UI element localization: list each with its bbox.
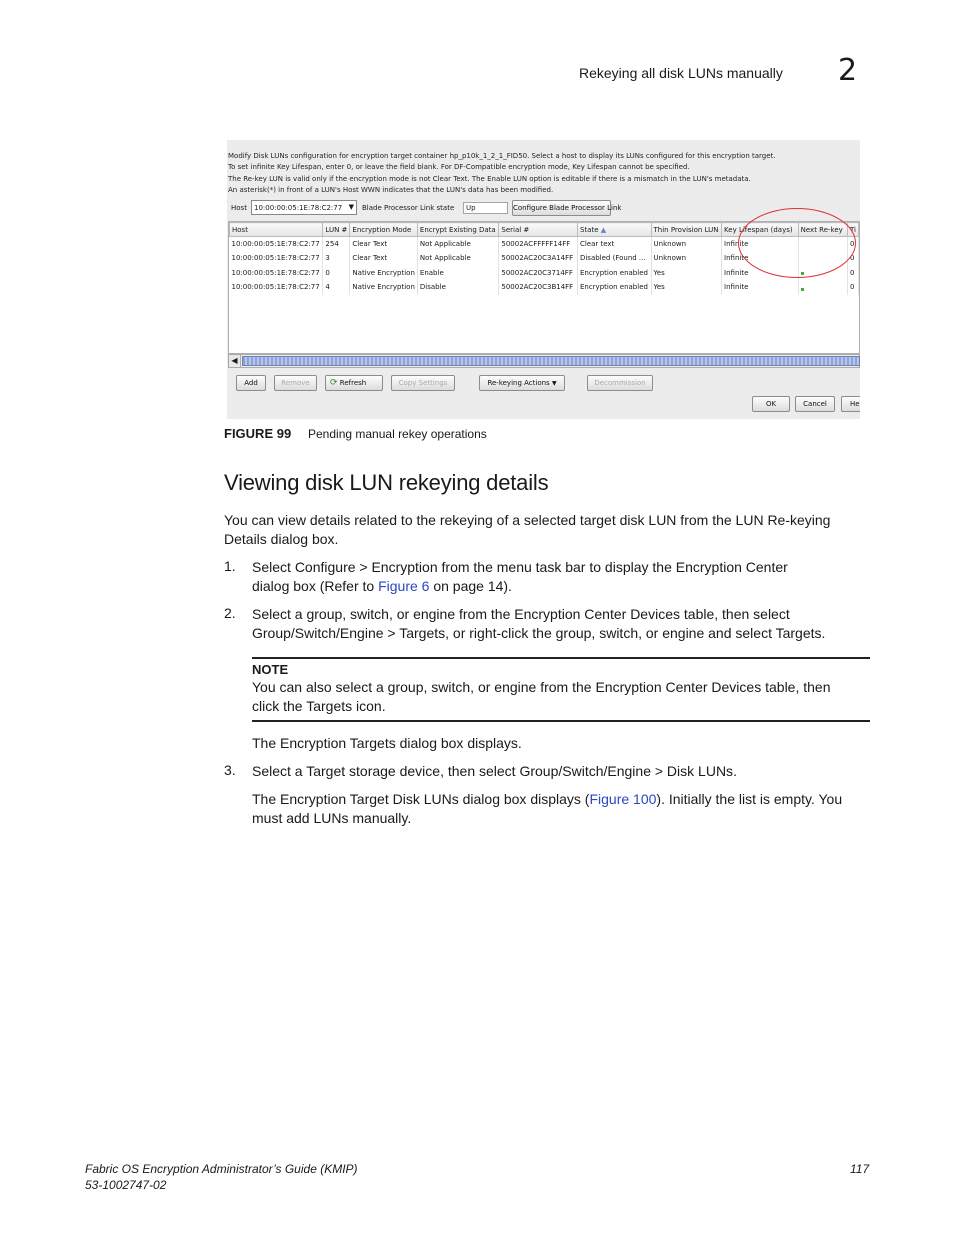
figure-100-link[interactable]: Figure 100 (589, 791, 657, 807)
intro-bold-term: Details (224, 530, 267, 547)
cell-ti: 0 (847, 280, 858, 295)
cell-thin-provision: Unknown (651, 251, 722, 266)
cell-encrypt-existing-data: Disable (417, 280, 498, 295)
cell-lun: 0 (323, 266, 350, 281)
para-text: ). Initially the list is empty. You (656, 791, 843, 807)
para-text: must add LUNs manually. (252, 809, 412, 826)
cell-encryption-mode: Clear Text (350, 251, 417, 266)
column-header-lun[interactable]: LUN # (323, 223, 350, 237)
step-number: 1. (224, 558, 236, 574)
disk-luns-paragraph (252, 790, 872, 827)
step-1 (252, 558, 872, 595)
configure-link-button[interactable]: Configure Blade Processor Link (512, 200, 611, 216)
cell-next-rekey (798, 280, 847, 295)
step-bold-term: select Group/Switch/Engine > Disk LUNs (479, 763, 734, 779)
note-box (252, 657, 870, 722)
intro-text: dialog box. (266, 530, 339, 547)
cell-ti: 0 (847, 237, 858, 252)
para-text: dialog box displays ( (458, 791, 590, 807)
dialog-instructions (228, 151, 776, 196)
cell-ti: 0 (847, 251, 858, 266)
step-text: table, then select (680, 606, 790, 622)
step-text: . (821, 624, 826, 641)
intro-bold-term: LUN Re-keying (735, 512, 831, 528)
host-select-value: 10:00:00:05:1E:78:C2:77 (254, 204, 343, 212)
page-number: 117 (850, 1162, 870, 1176)
cell-serial: 50002AC20C3714FF (499, 266, 578, 281)
step-text: from the menu task bar to display the (437, 559, 676, 575)
rekeying-actions-label: Re-keying Actions (487, 379, 550, 387)
column-header-encrypt-existing-data[interactable]: Encrypt Existing Data (417, 223, 498, 237)
cell-host: 10:00:00:05:1E:78:C2:77 (230, 266, 323, 281)
decommission-button[interactable]: Decommission (587, 375, 653, 391)
instruction-line: To set infinite Key Lifespan, enter 0, or leave the field blank. For DF-Compatible encryption mode, Key Lifespan cannot be specified. (228, 163, 690, 172)
sort-ascending-icon: ▲ (600, 225, 607, 234)
cell-state: Encryption enabled (577, 280, 651, 295)
cell-ti: 0 (847, 266, 858, 281)
cell-host: 10:00:00:05:1E:78:C2:77 (230, 237, 323, 252)
cell-encrypt-existing-data: Not Applicable (417, 237, 498, 252)
cell-host: 10:00:00:05:1E:78:C2:77 (230, 280, 323, 295)
intro-text: You can view details related to the rekeying of a selected target disk LUN from the (224, 512, 736, 528)
help-button[interactable]: He (841, 396, 860, 412)
step-bold-term: Group/Switch/Engine > Targets (252, 624, 446, 641)
column-header-encryption-mode[interactable]: Encryption Mode (350, 223, 417, 237)
step-2 (252, 605, 872, 642)
step-text: on page 14). (429, 577, 512, 594)
cell-thin-provision: Yes (651, 266, 722, 281)
step-bold-term: Encryption Center Devices (514, 606, 680, 622)
figure-caption: Pending manual rekey operations (308, 427, 487, 441)
instruction-line: An asterisk(*) in front of a LUN's Host WWN indicates that the LUN's data has been modified. (228, 185, 554, 194)
column-header-state[interactable] (577, 223, 651, 237)
step-text: Select a Target storage device, then (252, 763, 479, 779)
rekeying-actions-button[interactable] (479, 375, 565, 391)
host-select[interactable] (251, 200, 357, 215)
column-header-state-label: State (579, 225, 599, 234)
cell-lun: 3 (323, 251, 350, 266)
step-text: Select (252, 559, 295, 575)
ok-button[interactable]: OK (752, 396, 790, 412)
cell-thin-provision: Yes (651, 280, 722, 295)
cell-key-lifespan[interactable]: Infinite (722, 237, 799, 252)
add-button[interactable]: Add (236, 375, 266, 391)
para-text: The (252, 735, 281, 751)
cell-lun: 254 (323, 237, 350, 252)
scrollbar-thumb[interactable] (242, 356, 860, 366)
step-bold-term: Targets (775, 624, 822, 641)
remove-button[interactable]: Remove (274, 375, 317, 391)
refresh-button-label: Refresh (339, 379, 367, 387)
footer-title: Fabric OS Encryption Administrator’s Guide (KMIP) (85, 1162, 358, 1176)
section-title: Viewing disk LUN rekeying details (224, 470, 549, 495)
step-text: , or right-click the group, switch, or engine and select (445, 624, 776, 641)
column-header-thin-provision[interactable]: Thin Provision LUN (651, 223, 722, 237)
cell-encrypt-existing-data: Not Applicable (417, 251, 498, 266)
table-row[interactable] (230, 280, 859, 295)
cancel-button[interactable]: Cancel (795, 396, 835, 412)
note-text: You can also select a group, switch, or engine from the (252, 679, 596, 695)
cell-encryption-mode: Native Encryption (350, 266, 417, 281)
para-text: The (252, 791, 281, 807)
cell-host: 10:00:00:05:1E:78:C2:77 (230, 251, 323, 266)
targets-display-paragraph (252, 734, 872, 753)
cell-key-lifespan[interactable]: Infinite (722, 280, 799, 295)
column-header-next-rekey[interactable]: Next Re-key (798, 223, 847, 237)
cell-encryption-mode: Clear Text (350, 237, 417, 252)
column-header-host[interactable]: Host (230, 223, 323, 237)
cell-key-lifespan[interactable]: Infinite (722, 266, 799, 281)
horizontal-scrollbar[interactable] (228, 354, 860, 368)
cell-lun: 4 (323, 280, 350, 295)
chapter-number: 2 (838, 53, 858, 88)
cell-serial: 50002ACFFFFF14FF (499, 237, 578, 252)
para-bold-term: Encryption Target Disk LUNs (280, 791, 459, 807)
footer-doc-number: 53-1002747-02 (85, 1178, 167, 1192)
note-text: icon. (352, 697, 386, 714)
step-text: . (733, 763, 737, 779)
link-state-field: Up (463, 202, 508, 214)
cell-state: Clear text (577, 237, 651, 252)
cell-encryption-mode: Native Encryption (350, 280, 417, 295)
note-text: table, then (761, 679, 831, 695)
step-text: Select a group, switch, or engine from the (252, 606, 515, 622)
cell-serial: 50002AC20C3A14FF (499, 251, 578, 266)
para-text: dialog box displays. (395, 735, 522, 751)
highlight-annotation (738, 208, 856, 278)
instruction-line: Modify Disk LUNs configuration for encryption target container hp_p10k_1_2_1_FID50. Select a host to display its LUNs configured for this encryption target. (228, 152, 776, 160)
cell-key-lifespan[interactable]: Infinite (722, 251, 799, 266)
host-label: Host (231, 204, 247, 212)
note-title: NOTE (252, 662, 289, 677)
scroll-left-icon[interactable]: ◀ (229, 355, 241, 367)
step-text: dialog box (Refer to (252, 577, 379, 594)
cell-thin-provision: Unknown (651, 237, 722, 252)
running-header-title: Rekeying all disk LUNs manually (579, 65, 783, 81)
figure-6-link[interactable]: Figure 6 (378, 577, 430, 594)
copy-settings-button[interactable]: Copy Settings (391, 375, 455, 391)
step-bold-term: Encryption Center (675, 559, 788, 575)
figure-screenshot (227, 140, 860, 419)
instruction-line: The Re-key LUN is valid only if the encryption mode is not Clear Text. The Enable LUN option is editable if there is a mismatch in the LUN's metadata. (228, 174, 751, 183)
link-state-label: Blade Processor Link state (362, 204, 455, 212)
note-bold-term: Encryption Center Devices (595, 679, 762, 695)
edit-marker-icon (801, 288, 804, 291)
figure-label: FIGURE 99 (224, 426, 292, 441)
chevron-down-icon: ▼ (348, 203, 354, 211)
cell-encrypt-existing-data: Enable (417, 266, 498, 281)
step-bold-term: Configure > Encryption (294, 559, 438, 575)
column-header-ti[interactable]: Ti (847, 223, 858, 237)
cell-serial: 50002AC20C3B14FF (499, 280, 578, 295)
column-header-serial[interactable]: Serial # (499, 223, 578, 237)
step-number: 2. (224, 605, 236, 621)
step-3 (252, 762, 872, 781)
intro-paragraph (224, 511, 864, 548)
column-header-key-lifespan[interactable]: Key Lifespan (days) (722, 223, 799, 237)
refresh-button[interactable] (325, 375, 383, 391)
chevron-down-icon: ▼ (551, 380, 557, 387)
cell-state: Encryption enabled (577, 266, 651, 281)
note-bold-term: Targets (306, 697, 353, 714)
step-number: 3. (224, 762, 236, 778)
para-bold-term: Encryption Targets (280, 735, 396, 751)
refresh-icon: ⟳ (330, 378, 338, 388)
note-body (252, 678, 870, 715)
note-text: click the (252, 697, 307, 714)
cell-state: Disabled (Found ... (577, 251, 651, 266)
